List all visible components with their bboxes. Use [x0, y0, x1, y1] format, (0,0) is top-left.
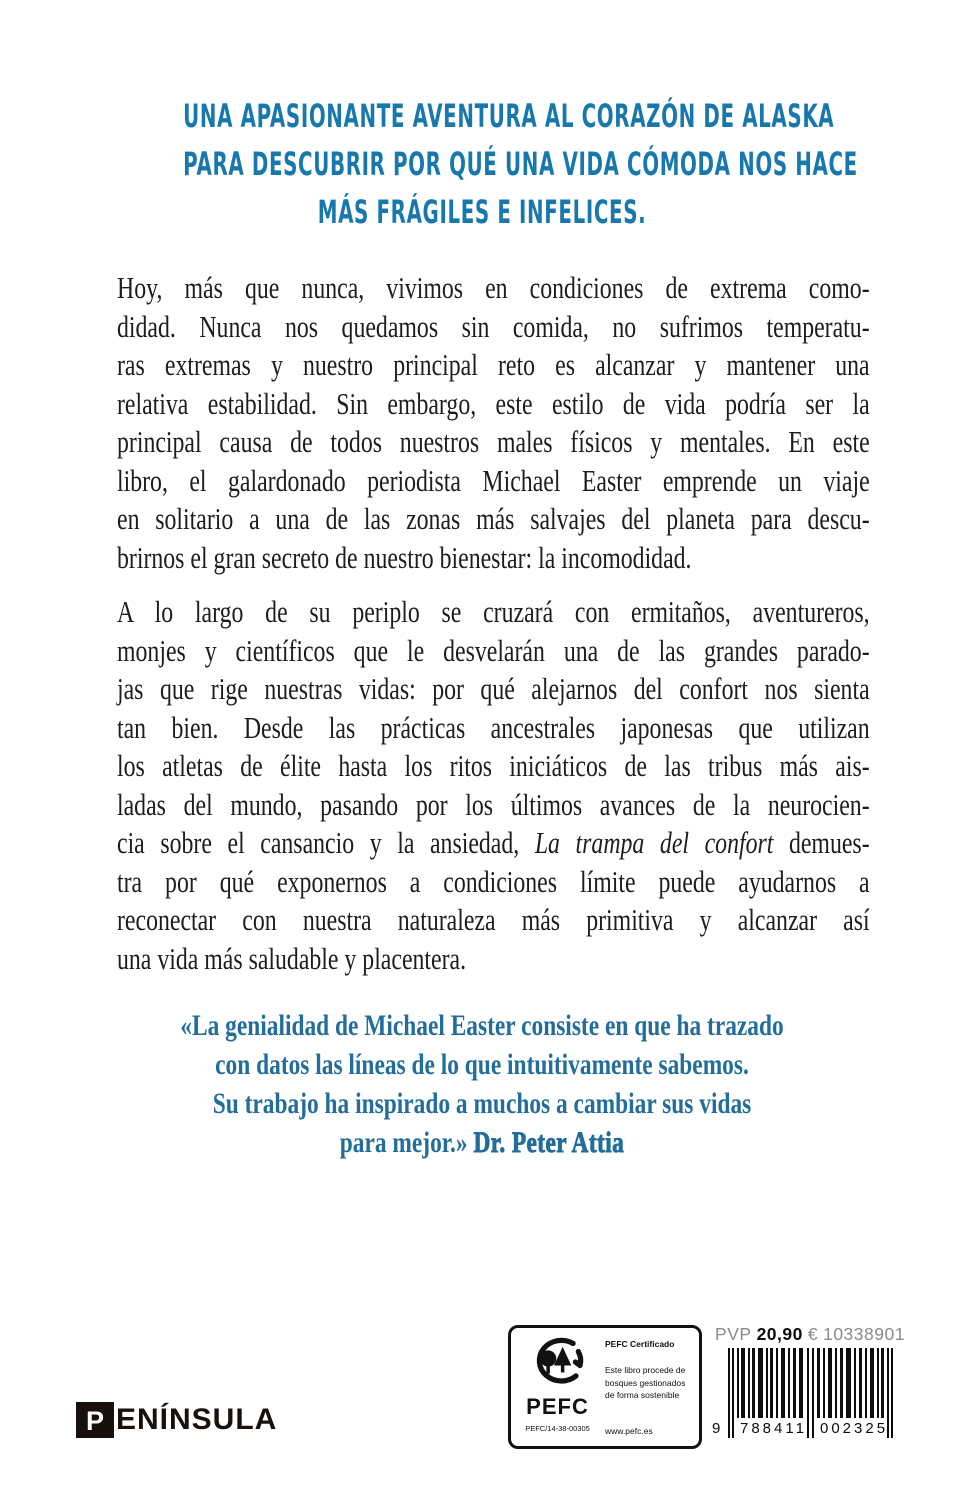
edition-code: 10338901 [823, 1324, 905, 1344]
text-line: ras extremas y nuestro principal reto es alcanzar y mantener una [117, 347, 870, 382]
headline [0, 92, 964, 236]
barcode-group-2: 002325 [820, 1420, 889, 1437]
pefc-website: www.pefc.es [605, 1425, 653, 1436]
text-line: reconectar con nuestra naturaleza más primitiva y alcanzar así [117, 902, 870, 937]
review-quote [106, 1006, 858, 1162]
book-title-italic: La trampa del confort [534, 825, 774, 860]
text-line: una vida más saludable y placentera. [117, 940, 467, 976]
price-line [710, 1324, 910, 1345]
headline-line: UNA APASIONANTE AVENTURA AL CORAZÓN DE ALASKA [183, 97, 835, 135]
text-line: tan bien. Desde las prácticas ancestrales japonesas que utilizan [117, 709, 870, 745]
quote-closing: para mejor.» [339, 1126, 474, 1159]
pefc-text-column [605, 1335, 691, 1439]
text-line: los atletas de élite hasta los ritos iniciáticos de las tribus más ais- [117, 748, 870, 783]
quote-line: Su trabajo ha inspirado a muchos a cambiar sus vidas [212, 1087, 752, 1120]
pefc-acronym: PEFC [526, 1394, 589, 1419]
barcode [710, 1348, 906, 1443]
peninsula-logo-letter: P [85, 1406, 104, 1436]
text-line: brirnos el gran secreto de nuestro bienestar: la incomodidad. [117, 539, 692, 575]
retail-info [710, 1324, 910, 1443]
text-line: A lo largo de su periplo se cruzará con ermitaños, aventureros, [117, 594, 870, 629]
peninsula-publisher-logo [76, 1402, 277, 1438]
text-segment: demues- [773, 825, 870, 860]
pefc-logo-column [517, 1335, 598, 1439]
text-line: en solitario a una de las zonas más salvajes del planeta para descu- [117, 501, 870, 536]
headline-line: MÁS FRÁGILES E INFELICES. [317, 193, 647, 231]
headline-line: PARA DESCUBRIR POR QUÉ UNA VIDA CÓMODA NOS HACE [183, 145, 858, 183]
text-line: libro, el galardonado periodista Michael Easter emprende un viaje [117, 462, 870, 498]
synopsis [117, 269, 870, 978]
pefc-description: Este libro procede de bosques gestionados de forma sostenible [605, 1365, 686, 1400]
pefc-title: PEFC Certificado [605, 1339, 675, 1349]
barcode-lead-digit: 9 [712, 1420, 724, 1437]
price-label: PVP [715, 1324, 752, 1344]
pefc-license-code: PEFC/14-38-00305 [525, 1424, 590, 1433]
text-line: ladas del mundo, pasando por los últimos avances de la neurocien- [117, 786, 870, 822]
synopsis-paragraph-2 [117, 593, 870, 978]
text-line: Hoy, más que nunca, vivimos en condiciones de extrema como- [117, 270, 870, 305]
pefc-certification-label [508, 1325, 702, 1449]
quote-attribution: Dr. Peter Attia [473, 1126, 625, 1159]
synopsis-paragraph-1 [117, 269, 870, 577]
text-line: jas que rige nuestras vidas: por qué alejarnos del confort nos sienta [117, 671, 870, 706]
price-amount: 20,90 [756, 1324, 803, 1344]
pefc-trees-icon [529, 1335, 587, 1394]
text-line: didad. Nunca nos quedamos sin comida, no sufrimos temperatu- [117, 308, 870, 344]
text-line: tra por qué exponernos a condiciones límite puede ayudarnos a [117, 863, 870, 899]
text-line: relativa estabilidad. Sin embargo, este estilo de vida podría ser la [117, 385, 870, 421]
text-line: principal causa de todos nuestros males físicos y mentales. En este [117, 424, 870, 459]
text-line: monjes y científicos que le desvelarán una de las grandes parado- [117, 632, 870, 668]
text-segment: cia sobre el cansancio y la ansiedad, [117, 825, 535, 860]
quote-line: «La genialidad de Michael Easter consiste en que ha trazado [180, 1009, 784, 1042]
text-line-with-book-title [117, 824, 870, 863]
peninsula-logo-mark [76, 1402, 114, 1438]
barcode-group-1: 788411 [740, 1420, 807, 1437]
peninsula-logo-text: ENÍNSULA [116, 1403, 278, 1436]
euro-currency-symbol: € [807, 1324, 819, 1344]
quote-line-with-attribution [106, 1123, 858, 1162]
quote-line: con datos las líneas de lo que intuitivamente sabemos. [215, 1048, 749, 1081]
